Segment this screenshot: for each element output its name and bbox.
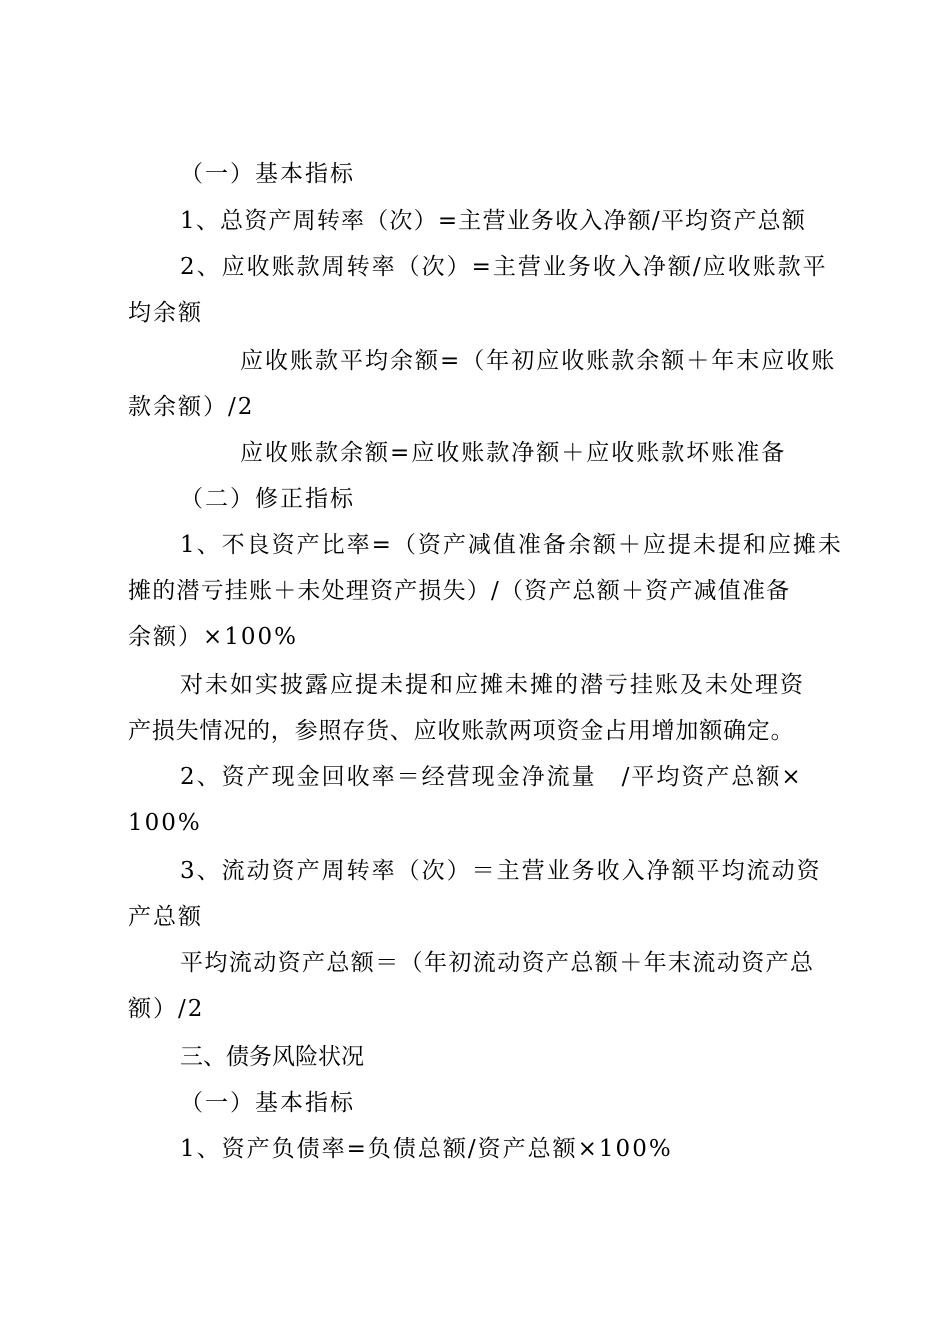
section-heading-basic-indicators: （一）基本指标	[180, 161, 355, 187]
paragraph-undisclosed-losses: 对未如实披露应提未提和应摊未摊的潜亏挂账及未处理资	[180, 672, 805, 698]
formula-receivables-turnover-cont: 均余额	[128, 300, 203, 326]
formula-bad-asset-ratio-cont: 摊的潜亏挂账＋未处理资产损失）/（资产总额＋资产减值准备	[128, 578, 791, 604]
formula-cash-recovery-rate-cont: 100%	[128, 810, 202, 836]
formula-current-asset-turnover: 3、流动资产周转率（次）＝主营业务收入净额平均流动资	[180, 858, 822, 884]
section-heading-debt-risk: 三、债务风险状况	[180, 1044, 364, 1070]
section-heading-basic-indicators-2: （一）基本指标	[180, 1090, 355, 1116]
formula-bad-asset-ratio: 1、不良资产比率=（资产减值准备余额＋应提未提和应摊未	[180, 532, 843, 558]
formula-current-asset-turnover-cont: 产总额	[128, 904, 203, 930]
formula-receivables-average: 应收账款平均余额=（年初应收账款余额＋年末应收账	[240, 348, 837, 374]
formula-receivables-turnover: 2、应收账款周转率（次）=主营业务收入净额/应收账款平	[180, 254, 828, 280]
formula-total-asset-turnover: 1、总资产周转率（次）=主营业务收入净额/平均资产总额	[180, 208, 807, 234]
formula-receivables-average-cont: 款余额）/2	[128, 394, 255, 420]
section-heading-modified-indicators: （二）修正指标	[180, 486, 355, 512]
formula-cash-recovery-rate: 2、资产现金回收率＝经营现金净流量 /平均资产总额×	[180, 764, 803, 790]
formula-receivables-balance: 应收账款余额=应收账款净额＋应收账款坏账准备	[240, 440, 787, 466]
formula-bad-asset-ratio-end: 余额）×100%	[128, 624, 299, 650]
paragraph-undisclosed-losses-cont: 产损失情况的，参照存货、应收账款两项资金占用增加额确定。	[128, 718, 795, 744]
formula-debt-asset-ratio: 1、资产负债率=负债总额/资产总额×100%	[180, 1136, 673, 1162]
formula-average-current-assets: 平均流动资产总额＝（年初流动资产总额＋年末流动资产总	[180, 950, 815, 976]
formula-average-current-assets-cont: 额）/2	[128, 996, 205, 1022]
